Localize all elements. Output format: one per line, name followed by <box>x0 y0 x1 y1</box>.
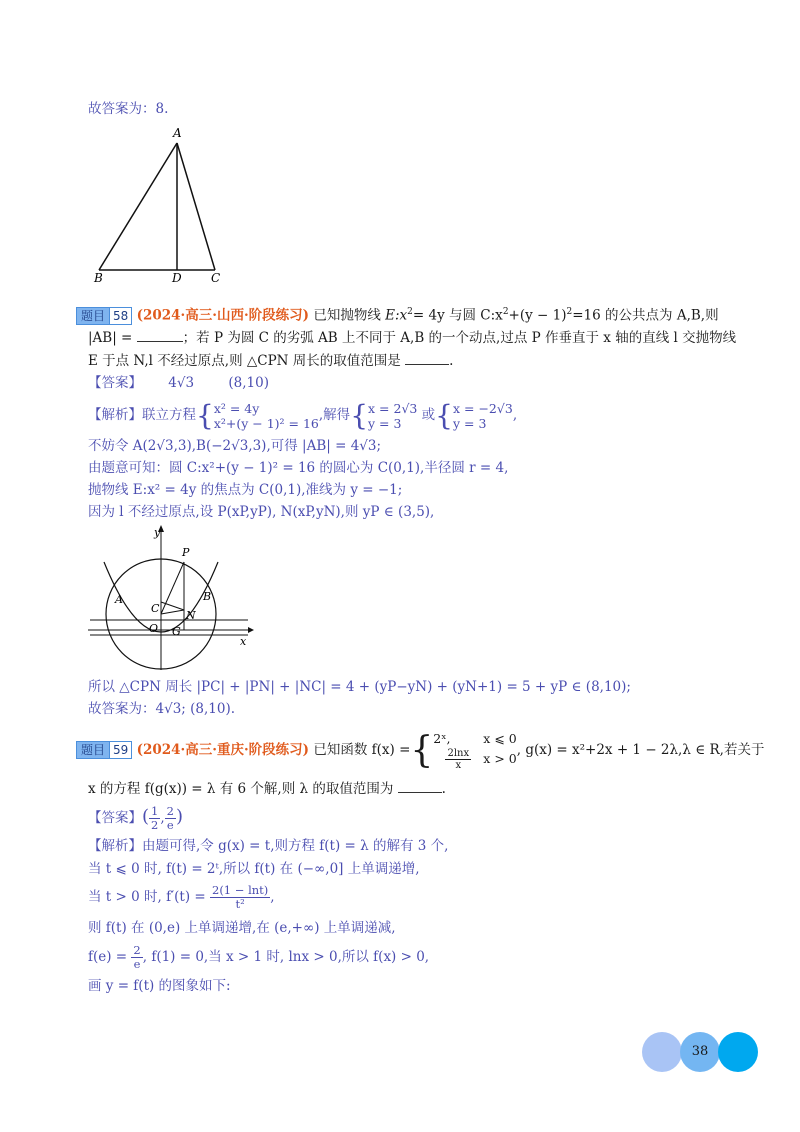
frac-num: 2lnx <box>447 748 470 759</box>
frac-num: 2 <box>133 943 141 957</box>
solution-text: , <box>270 889 275 905</box>
answer-label: 【答案】 <box>88 810 142 826</box>
q59-line1: 题目 59 (2024·高三·重庆·阶段练习) 已知函数 f(x) ={ 2ˣ, x ⩽ 0 $\frac{2\ln x}{x}x > 0$ , g(x) = x²+2x + 1 − 2λ,λ ∈ R,若关于 <box>76 728 764 772</box>
q58-text: E:x <box>385 307 408 324</box>
solution-line: 不妨令 A(2√3,3),B(−2√3,3),可得 |AB| = 4√3; <box>88 438 382 454</box>
frac-den: e <box>133 957 141 971</box>
q58-text: = 4y 与圆 C:x <box>412 307 503 324</box>
label-A: A <box>115 593 123 606</box>
solution-text: f(e) = <box>88 949 128 965</box>
q58-line1: 题目 58 (2024·高三·山西·阶段练习) 已知抛物线 $E:x^2= 4y$ 与圆 $C:x^2+(y - 1)^2=16$ 的公共点为 A,B,则 <box>76 302 719 326</box>
frac-den: e <box>166 818 174 832</box>
q58-line3 <box>88 350 453 371</box>
solution-line: 由题意可知：圆 C:x²+(y − 1)² = 16 的圆心为 C(0,1),半径圆 r = 4, <box>88 460 509 476</box>
piece-expr: 2ˣ, <box>433 731 451 746</box>
frac-num: 2(1 − lnt) <box>212 883 269 897</box>
q58-text: . <box>449 353 454 369</box>
q58-line2 <box>88 327 736 348</box>
axis-label-x: x <box>240 635 247 648</box>
q59-text: x 的方程 f(g(x)) = λ 有 6 个解,则 λ 的取值范围为 <box>88 781 394 797</box>
label-C: C <box>151 602 160 615</box>
solution-line: 抛物线 E:x² = 4y 的焦点为 C(0,1),准线为 y = −1; <box>88 482 403 498</box>
question-tag: 题目 <box>76 307 110 325</box>
frac-den: 2 <box>151 818 159 832</box>
label-P: P <box>182 546 190 559</box>
q58-text: 已知抛物线 <box>313 307 381 324</box>
q59-text: 已知函数 f(x) = <box>313 742 411 758</box>
q58-solution-line1: 【解析】联立方程{ x² = 4y x²+(y − 1)² = 16 ,解得{ x = 2√3 y = 3 或{ x = −2√3 y = 3 , <box>88 398 518 432</box>
label-B: B <box>94 271 103 285</box>
q59-text: . <box>441 781 446 797</box>
circle-parabola-figure <box>88 522 258 672</box>
equation: x = −2√3 <box>452 400 513 416</box>
solution-line: 故答案为：4√3; (8,10). <box>88 701 236 717</box>
label-A: A <box>173 126 182 140</box>
solution-label: 【解析】联立方程 <box>88 407 196 423</box>
label-N: N <box>186 609 196 622</box>
label-C: C <box>211 271 221 285</box>
equation: x = 2√3 <box>368 400 418 416</box>
q58-text: +(y − 1) <box>508 307 567 324</box>
solution-line: 则 f(t) 在 (0,e) 上单调递增,在 (e,+∞) 上单调递减, <box>88 920 396 936</box>
question-number: 58 <box>109 307 132 325</box>
answer-blank[interactable] <box>137 327 183 342</box>
piece-cond: x ⩽ 0 <box>483 731 517 746</box>
answer-value: (8,10) <box>228 375 269 391</box>
question-source: (2024·高三·重庆·阶段练习) <box>136 742 310 758</box>
piece-cond: x > 0 <box>483 751 517 766</box>
solution-line <box>88 880 275 914</box>
q58-text: E 于点 N,l 不经过原点,则 △CPN 周长的取值范围是 <box>88 353 401 369</box>
solution-line: 【解析】由题可得,令 g(x) = t,则方程 f(t) = λ 的解有 3 个, <box>88 838 449 854</box>
page-number-circle <box>680 1032 720 1072</box>
q58-answer <box>88 373 269 393</box>
question-tag: 题目 <box>76 741 110 759</box>
frac-den: x <box>455 760 462 771</box>
frac-num: 2 <box>166 804 174 818</box>
solution-line: 所以 △CPN 周长 |PC| + |PN| + |NC| = 4 + (yP−yN) + (yN+1) = 5 + yP ∈ (8,10); <box>88 679 631 695</box>
solution-line: 因为 l 不经过原点,设 P(xP,yP), N(xP,yN),则 yP ∈ (3,5), <box>88 504 435 520</box>
label-B: B <box>203 590 212 603</box>
equation: x²+(y − 1)² = 16 <box>213 415 319 431</box>
answer-label: 【答案】 <box>88 375 142 391</box>
answer-blank[interactable] <box>405 350 449 365</box>
frac-den: t² <box>235 897 245 911</box>
solution-text: , <box>512 407 518 423</box>
q59-answer: 【答案】( $\frac{1}{2}$ , $\frac{2}{e}$ ) <box>88 804 184 832</box>
label-G: G <box>172 625 181 638</box>
q59-line2 <box>88 778 446 799</box>
equation: y = 3 <box>452 415 487 431</box>
question-source: (2024·高三·山西·阶段练习) <box>136 307 310 324</box>
label-O: O <box>149 622 159 635</box>
label-D: D <box>172 271 182 285</box>
solution-text: , f(1) = 0,当 x > 1 时, lnx > 0,所以 f(x) > 0, <box>142 949 430 965</box>
q59-text: , g(x) = x²+2x + 1 − 2λ,λ ∈ R,若关于 <box>516 742 765 758</box>
solution-text: 当 t > 0 时, f′(t) = <box>88 889 206 905</box>
solution-line <box>88 940 429 974</box>
q58-text: |AB| = <box>88 330 133 346</box>
q58-text: =16 的公共点为 A,B,则 <box>572 307 719 324</box>
solution-line: 当 t ⩽ 0 时, f(t) = 2ᵗ,所以 f(t) 在 (−∞,0] 上单调递增, <box>88 861 420 877</box>
page-decor-circle <box>718 1032 758 1072</box>
axis-label-y: y <box>154 526 161 539</box>
answer-value: 4√3 <box>168 375 195 391</box>
frac-num: 1 <box>151 804 159 818</box>
page-decor-circle <box>642 1032 682 1072</box>
page-number: 38 <box>691 1044 709 1059</box>
equation: y = 3 <box>368 415 402 431</box>
question-number: 59 <box>109 741 132 759</box>
solution-text: 或 <box>421 407 436 423</box>
triangle-figure <box>88 122 238 288</box>
solution-line: 画 y = f(t) 的图象如下: <box>88 978 231 994</box>
answer-blank[interactable] <box>398 778 442 793</box>
equation: x² = 4y <box>213 400 260 416</box>
q58-text: ；若 P 为圆 C 的劣弧 AB 上不同于 A,B 的一个动点,过点 P 作垂直于 x 轴的直线 l 交抛物线 <box>182 330 737 346</box>
solution-text: ,解得 <box>318 407 351 423</box>
answer-line: 故答案为：8. <box>88 101 169 117</box>
